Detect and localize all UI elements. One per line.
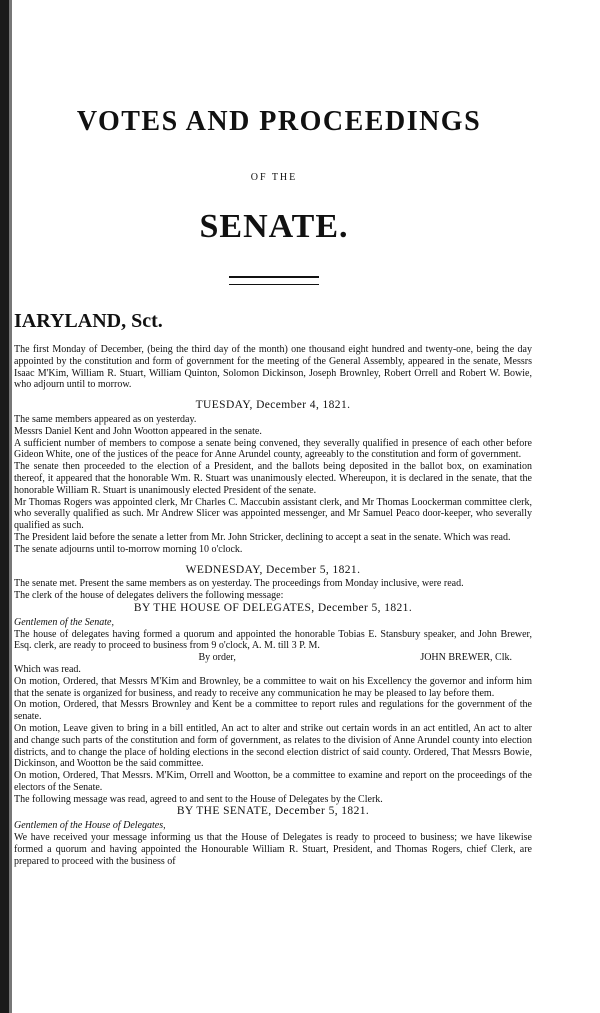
wednesday-paragraph: On motion, Ordered, that Messrs M'Kim and Brownley, be a committee to wait on his Excellency the governor and inform him that the senate is organized for business, and ready to receive any communication he may be pleased to lay before them. (14, 675, 532, 699)
by-order: By order, (198, 652, 236, 664)
signature-line (14, 652, 532, 664)
senate-message-heading: BY THE SENATE, December 5, 1821. (176, 805, 370, 818)
tuesday-paragraph: The President laid before the senate a letter from Mr. John Stricker, declining to accept a seat in the senate. Which was read. (14, 531, 511, 543)
book-binding-shadow (9, 0, 12, 1013)
tuesday-paragraph: The senate adjourns until to-morrow morning 10 o'clock. (14, 543, 243, 555)
tuesday-paragraph: The senate then proceeded to the election of a President, and the ballots being deposited in the ballot box, on examination thereof, it appeared that the honorable Wm. R. Stuart was unanimously elected. Whereupon, it is declared in the senate, that the honorable William R. Stuart is unanimously elected President of the senate. (14, 461, 532, 496)
document-page (14, 0, 596, 1013)
house-message: The house of delegates having formed a quorum and appointed the honorable Tobias E. Stansbury speaker, and John Brewer, Esq. clerk, are ready to proceed to business from 9 o'clock, A. M. till 3 P. M. (14, 628, 532, 652)
wednesday-paragraph: The senate met. Present the same members as on yesterday. The proceedings from Monday inclusive, were read. (14, 578, 464, 590)
book-binding-edge (0, 0, 9, 1013)
intro-paragraph: The first Monday of December, (being the third day of the month) one thousand eight hundred and twenty-one, being the day appointed by the constitution and form of government for the meeting of the General Assembly, appeared in the senate, Messrs Isaac M'Kim, William R. Stuart, William Quinton, Solomon Dickinson, Joseph Brownley, Robert Orrell and Robert W. Bowie, who adjourn until to morrow. (14, 344, 532, 391)
tuesday-paragraph: The same members appeared as on yesterday. (14, 413, 197, 425)
salutation: Gentlemen of the Senate, (14, 616, 114, 628)
tuesday-paragraph: A sufficient number of members to compose a senate being convened, they severally qualified in presence of each other before Gideon White, one of the justices of the peace for Anne Arundel county, agreeably to the constitution and form of government. (14, 437, 532, 461)
tuesday-paragraph: Messrs Daniel Kent and John Wootton appeared in the senate. (14, 425, 262, 437)
house-heading: BY THE HOUSE OF DELEGATES, December 5, 1821. (133, 601, 413, 614)
read-note: Which was read. (14, 663, 81, 675)
wednesday-heading: WEDNESDAY, December 5, 1821. (185, 563, 361, 576)
of-the-label: OF THE (250, 172, 298, 183)
state-heading: IARYLAND, Sct. (14, 310, 163, 332)
senate-heading: SENATE. (199, 208, 349, 245)
document-body (14, 344, 532, 867)
decorative-rule (229, 276, 319, 285)
tuesday-heading: TUESDAY, December 4, 1821. (195, 399, 351, 412)
senate-message: We have received your message informing us that the House of Delegates is ready to proceed to business; we have likewise formed a quorum and having appointed the Honourable William R. Stuart, President, and Thomas Rogers, chief Clerk, are prepared to proceed with the business of (14, 832, 532, 867)
tuesday-paragraph: Mr Thomas Rogers was appointed clerk, Mr Charles C. Maccubin assistant clerk, and Mr Thomas Loockerman committee clerk, who severally qualified as such. Mr Andrew Slicer was appointed messenger, and Mr Samuel Peaco door-keeper, who severally qualified as such. (14, 496, 532, 532)
signer-name: JOHN BREWER, Clk. (420, 652, 512, 664)
wednesday-paragraph: On motion, Ordered, That Messrs. M'Kim, Orrell and Wootton, be a committee to examine and report on the proceedings of the electors of the Senate. (14, 770, 532, 793)
wednesday-paragraph: The following message was read, agreed to and sent to the House of Delegates by the Clerk. (14, 793, 383, 805)
wednesday-paragraph: The clerk of the house of delegates delivers the following message: (14, 590, 284, 602)
wednesday-paragraph: On motion, Leave given to bring in a bill entitled, An act to alter and strike out certain words in an act entitled, An act to alter and change such parts of the constitution and form of government, as relates to the division of Anne Arundel county into election districts, and to change the place of holding elections in the second election district of said county. Ordered, That Messrs Bowie, Dickinson, and Wootton be the said committee. (14, 722, 532, 770)
wednesday-paragraph: On motion, Ordered, that Messrs Brownley and Kent be a committee to report rules and regulations for the government of the senate. (14, 699, 532, 723)
document-title: VOTES AND PROCEEDINGS (76, 106, 482, 137)
salutation: Gentlemen of the House of Delegates, (14, 820, 166, 832)
